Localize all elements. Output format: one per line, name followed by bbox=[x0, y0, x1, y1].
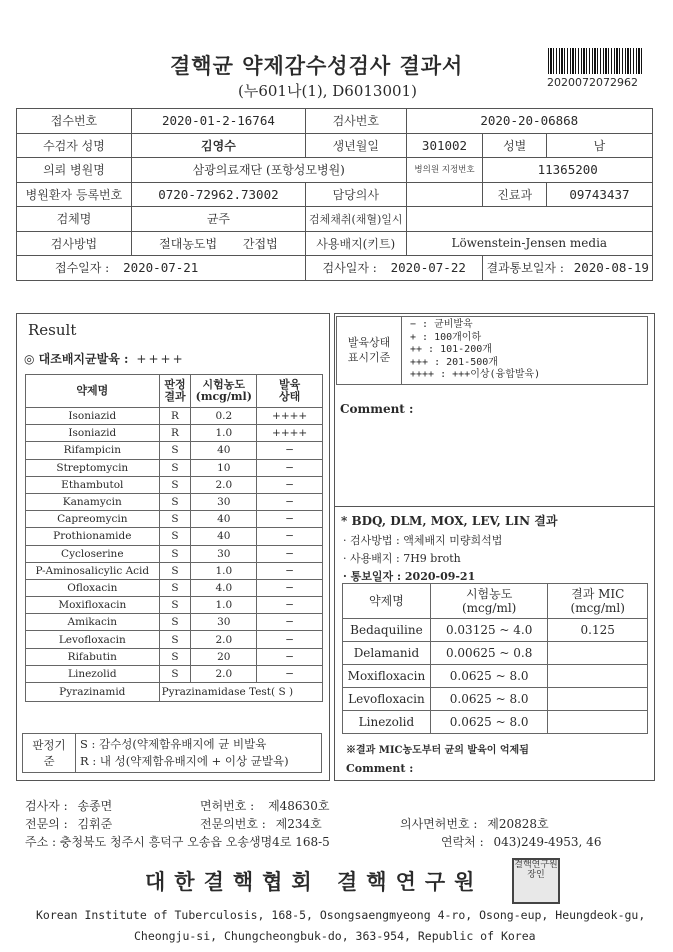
growth-status: − bbox=[257, 579, 323, 596]
divider bbox=[334, 506, 655, 507]
legend-line: ++++ : +++이상(융합발육) bbox=[410, 369, 541, 380]
table-row bbox=[26, 511, 323, 528]
media-label: 사용배지(키트) bbox=[305, 231, 406, 256]
specimen: 균주 bbox=[131, 207, 305, 232]
table-row bbox=[343, 619, 648, 642]
mic-note: ※결과 MIC농도부터 균의 발육이 억제됨 bbox=[346, 745, 529, 756]
criteria-s: S : 감수성(약제함유배지에 균 비발육 bbox=[80, 737, 267, 751]
judgement: S bbox=[159, 665, 191, 682]
mic-title: * BDQ, DLM, MOX, LEV, LIN 결과 bbox=[341, 514, 558, 528]
test-date-cell bbox=[305, 256, 482, 281]
table-row bbox=[26, 614, 323, 631]
doc-license-label: 의사면허번호 : bbox=[400, 817, 478, 831]
growth-status: − bbox=[257, 545, 323, 562]
recv-date-label: 접수일자 : bbox=[55, 261, 110, 276]
mic-drug: Moxifloxacin bbox=[343, 665, 431, 688]
patient-name-label: 수검자 성명 bbox=[17, 133, 132, 158]
examiner: 송종면 bbox=[77, 799, 113, 813]
address-en-line2: Cheongju-si, Chungcheongbuk-do, 363-954, Republic of Korea bbox=[134, 929, 536, 943]
col-conc: 시험농도 (mcg/ml) bbox=[191, 375, 257, 408]
pza-result: Pyrazinamidase Test( S ) bbox=[159, 683, 322, 702]
method-cell bbox=[131, 231, 305, 256]
judgement: R bbox=[159, 425, 191, 442]
hospital-label: 의뢰 병원명 bbox=[17, 158, 132, 183]
test-conc: 30 bbox=[191, 614, 257, 631]
growth-status: − bbox=[257, 562, 323, 579]
judgement: S bbox=[159, 442, 191, 459]
contact-line bbox=[441, 833, 601, 850]
examiner-line bbox=[25, 797, 112, 814]
table-row bbox=[26, 665, 323, 682]
test-conc: 40 bbox=[191, 442, 257, 459]
drug-name: Prothionamide bbox=[26, 528, 160, 545]
judgement: S bbox=[159, 493, 191, 510]
table-row bbox=[26, 597, 323, 614]
legend-line: +++ : 201-500개 bbox=[410, 356, 498, 368]
mic-col-conc: 시험농도 (mcg/ml) bbox=[430, 584, 548, 619]
drug-name: Isoniazid bbox=[26, 408, 160, 425]
drug-name: Ofloxacin bbox=[26, 579, 160, 596]
drug-name: Streptomycin bbox=[26, 459, 160, 476]
table-row bbox=[26, 459, 323, 476]
method-label: 검사방법 bbox=[17, 231, 132, 256]
mic-value bbox=[548, 642, 648, 665]
collect-label: 검체채취(채혈)일시 bbox=[305, 207, 406, 232]
barcode-number: 2020072072962 bbox=[547, 76, 638, 89]
mic-method: · 검사방법 : 액체배지 미량희석법 bbox=[343, 534, 503, 547]
mic-col-mic: 결과 MIC (mcg/ml) bbox=[548, 584, 648, 619]
growth-status: − bbox=[257, 442, 323, 459]
spec-no: 제234호 bbox=[275, 817, 322, 831]
control-growth bbox=[24, 350, 185, 367]
legend-lines bbox=[402, 317, 648, 385]
collect bbox=[406, 207, 652, 232]
table-row bbox=[26, 631, 323, 648]
mic-value bbox=[548, 711, 648, 734]
growth-status: − bbox=[257, 631, 323, 648]
table-row bbox=[343, 665, 648, 688]
judgement: S bbox=[159, 459, 191, 476]
table-row bbox=[26, 408, 323, 425]
drug-name: Capreomycin bbox=[26, 511, 160, 528]
test-conc: 10 bbox=[191, 459, 257, 476]
dob-label: 생년월일 bbox=[305, 133, 406, 158]
table-row bbox=[26, 528, 323, 545]
judgement: S bbox=[159, 528, 191, 545]
legend-line: ++ : 101-200개 bbox=[410, 344, 492, 355]
doc-license-line bbox=[400, 815, 549, 832]
notice-date: 2020-08-19 bbox=[573, 260, 649, 276]
table-row bbox=[26, 579, 323, 596]
institute-name: 대한결핵협회 결핵연구원 bbox=[145, 869, 484, 894]
table-row bbox=[26, 562, 323, 579]
recv-date: 2020-07-21 bbox=[123, 260, 199, 276]
pza-drug: Pyrazinamid bbox=[26, 683, 160, 702]
growth-status: − bbox=[257, 665, 323, 682]
method-1: 절대농도법 bbox=[159, 236, 218, 251]
media: Löwenstein-Jensen media bbox=[406, 231, 652, 256]
drug-name: Cycloserine bbox=[26, 545, 160, 562]
table-row bbox=[26, 493, 323, 510]
mic-conc: 0.0625 ~ 8.0 bbox=[430, 665, 548, 688]
license-line bbox=[200, 797, 329, 814]
drug-name: Rifampicin bbox=[26, 442, 160, 459]
receipt-no-label: 접수번호 bbox=[17, 109, 132, 134]
drug-name: Ethambutol bbox=[26, 476, 160, 493]
judgement: S bbox=[159, 562, 191, 579]
table-row bbox=[343, 688, 648, 711]
address-english bbox=[36, 905, 645, 947]
drug-name: Linezolid bbox=[26, 665, 160, 682]
test-date-label: 검사일자 : bbox=[322, 261, 377, 276]
license-label: 면허번호 : bbox=[200, 799, 255, 813]
reg-no: 0720-72962.73002 bbox=[131, 182, 305, 207]
drug-name: Moxifloxacin bbox=[26, 597, 160, 614]
mic-conc: 0.0625 ~ 8.0 bbox=[430, 688, 548, 711]
criteria-label: 판정기준 bbox=[23, 734, 76, 773]
doctor-label: 담당의사 bbox=[305, 182, 406, 207]
reg-no-label: 병원환자 등록번호 bbox=[17, 182, 132, 207]
contact-label: 연락처 : bbox=[441, 835, 484, 849]
mic-media: · 사용배지 : 7H9 broth bbox=[343, 552, 461, 565]
spec-no-label: 전문의번호 : bbox=[200, 817, 266, 831]
mic-notice: · 통보일자 : 2020-09-21 bbox=[343, 570, 476, 583]
specimen-label: 검체명 bbox=[17, 207, 132, 232]
drug-name: Amikacin bbox=[26, 614, 160, 631]
dept-label: 진료과 bbox=[483, 182, 546, 207]
address: 주소 : 충청북도 청주시 흥덕구 오송읍 오송생명4로 168-5 bbox=[25, 835, 330, 849]
method-2: 간접법 bbox=[242, 236, 278, 251]
test-conc: 1.0 bbox=[191, 425, 257, 442]
mic-table bbox=[342, 583, 648, 734]
drug-name: P-Aminosalicylic Acid bbox=[26, 562, 160, 579]
judgement: S bbox=[159, 648, 191, 665]
specialist-label: 전문의 : bbox=[25, 817, 68, 831]
specialist-line bbox=[25, 815, 112, 832]
test-conc: 0.2 bbox=[191, 408, 257, 425]
susceptibility-table bbox=[25, 374, 323, 702]
notice-date-label: 결과통보일자 : bbox=[486, 261, 564, 276]
drug-name: Rifabutin bbox=[26, 648, 160, 665]
test-conc: 2.0 bbox=[191, 476, 257, 493]
judgement: S bbox=[159, 545, 191, 562]
control-growth-value: ++++ bbox=[136, 352, 185, 366]
col-growth: 발육 상태 bbox=[257, 375, 323, 408]
test-conc: 2.0 bbox=[191, 631, 257, 648]
contact: 043)249-4953, 46 bbox=[493, 835, 602, 849]
table-row bbox=[26, 425, 323, 442]
mic-comment-label: Comment : bbox=[346, 762, 414, 775]
judgement: S bbox=[159, 579, 191, 596]
legend-line: − : 균비발육 bbox=[410, 319, 473, 330]
test-conc: 40 bbox=[191, 511, 257, 528]
mic-value: 0.125 bbox=[548, 619, 648, 642]
test-conc: 40 bbox=[191, 528, 257, 545]
drug-name: Levofloxacin bbox=[26, 631, 160, 648]
growth-status: − bbox=[257, 597, 323, 614]
growth-status: ++++ bbox=[257, 408, 323, 425]
specialist: 김휘준 bbox=[77, 817, 113, 831]
legend-line: + : 100개이하 bbox=[410, 331, 482, 343]
spec-no-line bbox=[200, 815, 322, 832]
judgement: S bbox=[159, 597, 191, 614]
judgement: S bbox=[159, 631, 191, 648]
test-no-label: 검사번호 bbox=[305, 109, 406, 134]
test-date: 2020-07-22 bbox=[390, 260, 466, 276]
barcode bbox=[548, 48, 642, 74]
hosp-code: 11365200 bbox=[483, 158, 653, 183]
mic-drug: Levofloxacin bbox=[343, 688, 431, 711]
sex-label: 성별 bbox=[483, 133, 546, 158]
control-growth-label: ◎ 대조배지균발육 : bbox=[24, 352, 129, 366]
patient-info-table bbox=[16, 108, 653, 281]
test-conc: 4.0 bbox=[191, 579, 257, 596]
address-en-line1: Korean Institute of Tuberculosis, 168-5, Osongsaengmyeong 4-ro, Osong-eup, Heungdeok-gu, bbox=[36, 908, 646, 922]
growth-status: − bbox=[257, 511, 323, 528]
col-judge: 판정 결과 bbox=[159, 375, 191, 408]
mic-conc: 0.00625 ~ 0.8 bbox=[430, 642, 548, 665]
growth-status: − bbox=[257, 528, 323, 545]
criteria-box bbox=[22, 733, 322, 773]
judgement: S bbox=[159, 511, 191, 528]
growth-status: − bbox=[257, 493, 323, 510]
table-row bbox=[26, 476, 323, 493]
growth-status: − bbox=[257, 459, 323, 476]
mic-value bbox=[548, 688, 648, 711]
license: 제48630호 bbox=[268, 799, 330, 813]
growth-status: − bbox=[257, 476, 323, 493]
test-conc: 20 bbox=[191, 648, 257, 665]
legend-label: 발육상태 표시기준 bbox=[337, 317, 402, 385]
recv-date-cell bbox=[17, 256, 306, 281]
document-code: (누601나(1), D6013001) bbox=[238, 82, 417, 100]
table-row bbox=[26, 442, 323, 459]
judgement: S bbox=[159, 614, 191, 631]
hosp-code-label: 병의원 지정번호 bbox=[406, 158, 483, 183]
judgement: S bbox=[159, 476, 191, 493]
judgement: R bbox=[159, 408, 191, 425]
growth-legend bbox=[336, 316, 648, 385]
growth-status: − bbox=[257, 648, 323, 665]
criteria-text bbox=[76, 734, 322, 773]
drug-name: Isoniazid bbox=[26, 425, 160, 442]
hospital: 삼광의료재단 (포항성모병원) bbox=[131, 158, 406, 183]
mic-conc: 0.0625 ~ 8.0 bbox=[430, 711, 548, 734]
mic-conc: 0.03125 ~ 4.0 bbox=[430, 619, 548, 642]
test-no: 2020-20-06868 bbox=[406, 109, 652, 134]
mic-drug: Delamanid bbox=[343, 642, 431, 665]
sex: 남 bbox=[546, 133, 652, 158]
notice-date-cell bbox=[483, 256, 653, 281]
col-drug: 약제명 bbox=[26, 375, 160, 408]
test-conc: 1.0 bbox=[191, 597, 257, 614]
comment-label: Comment : bbox=[340, 402, 414, 416]
growth-status: ++++ bbox=[257, 425, 323, 442]
table-row bbox=[343, 711, 648, 734]
document-title: 결핵균 약제감수성검사 결과서 bbox=[170, 53, 464, 78]
table-row bbox=[26, 648, 323, 665]
mic-value bbox=[548, 665, 648, 688]
dob: 301002 bbox=[406, 133, 483, 158]
growth-status: − bbox=[257, 614, 323, 631]
doctor bbox=[406, 182, 483, 207]
drug-name: Kanamycin bbox=[26, 493, 160, 510]
test-conc: 30 bbox=[191, 545, 257, 562]
test-conc: 2.0 bbox=[191, 665, 257, 682]
table-row bbox=[26, 545, 323, 562]
mic-drug: Bedaquiline bbox=[343, 619, 431, 642]
table-row bbox=[343, 642, 648, 665]
test-conc: 30 bbox=[191, 493, 257, 510]
criteria-r: R : 내 성(약제함유배지에 + 이상 균발육) bbox=[80, 754, 289, 768]
receipt-no: 2020-01-2-16764 bbox=[131, 109, 305, 134]
test-conc: 1.0 bbox=[191, 562, 257, 579]
dept: 09743437 bbox=[546, 182, 652, 207]
examiner-label: 검사자 : bbox=[25, 799, 68, 813]
mic-drug: Linezolid bbox=[343, 711, 431, 734]
result-title: Result bbox=[28, 321, 77, 339]
patient-name: 김영수 bbox=[131, 133, 305, 158]
official-seal: 결핵연구원장인 bbox=[512, 858, 560, 904]
doc-license: 제20828호 bbox=[487, 817, 549, 831]
mic-col-drug: 약제명 bbox=[343, 584, 431, 619]
